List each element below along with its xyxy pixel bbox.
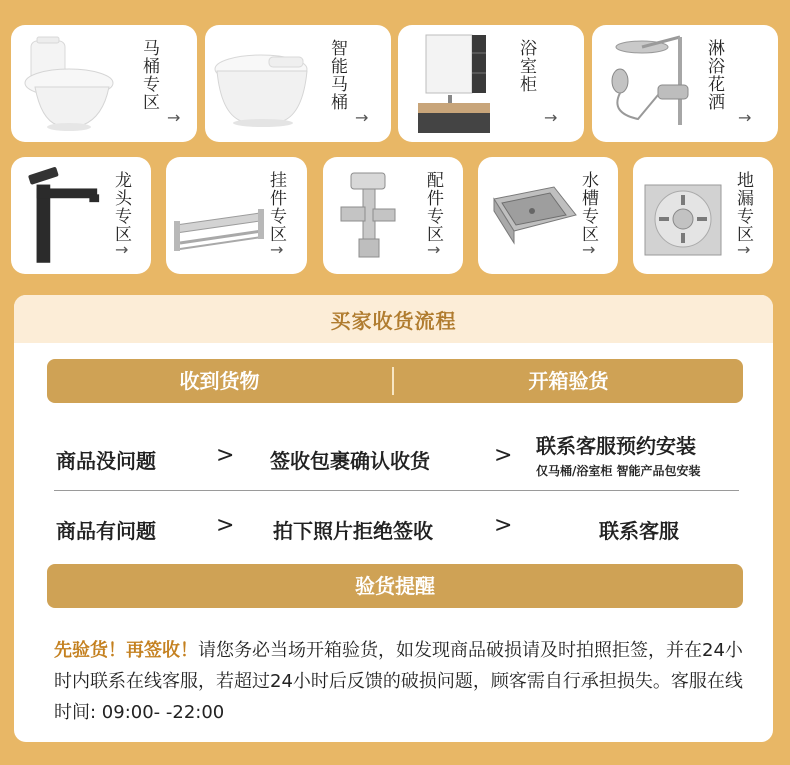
toilet-image — [17, 33, 127, 133]
category-label: 水槽专区 — [578, 171, 598, 243]
category-row-1 — [0, 25, 790, 142]
category-card-shower[interactable] — [592, 25, 778, 142]
arrow-separator: > — [216, 513, 235, 538]
condition-no-problem: 商品没问题 — [56, 449, 156, 473]
condition-has-problem: 商品有问题 — [56, 519, 156, 543]
towel-rack-image — [172, 165, 266, 265]
result-contact-install: 联系客服预约安装 — [536, 434, 696, 458]
receiving-process-panel — [14, 295, 773, 742]
arrow-right-icon: → — [270, 240, 284, 259]
category-card-sink[interactable] — [478, 157, 618, 274]
category-label: 龙头专区 — [111, 171, 131, 243]
row-divider — [54, 490, 739, 491]
arrow-right-icon: → — [544, 108, 558, 127]
category-label: 挂件专区 — [266, 171, 286, 243]
smart-toilet-image — [211, 33, 321, 133]
reminder-highlight: 先验货！再签收！ — [54, 640, 198, 661]
shower-image — [598, 33, 708, 133]
category-label: 马桶专区 — [139, 39, 159, 111]
arrow-right-icon: → — [737, 240, 751, 259]
category-label: 地漏专区 — [733, 171, 753, 243]
faucet-image — [17, 165, 105, 263]
arrow-right-icon: → — [427, 240, 441, 259]
arrow-separator: > — [216, 443, 235, 468]
category-card-pendant[interactable] — [166, 157, 307, 274]
arrow-right-icon: → — [582, 240, 596, 259]
arrow-separator: > — [494, 443, 513, 468]
process-stage-bar — [47, 359, 743, 403]
arrow-right-icon: → — [738, 108, 752, 127]
result-contact-service: 联系客服 — [599, 519, 679, 543]
floor-drain-image — [639, 165, 729, 265]
stage-receive-goods: 收到货物 — [179, 369, 260, 393]
stage-inspect-goods: 开箱验货 — [528, 369, 609, 393]
arrow-right-icon: → — [115, 240, 129, 259]
reminder-body: 请您务必当场开箱验货，如发现商品破损请及时拍照拒签，并在24小时内联系在线客服，若超过24小时后反馈的破损问题，顾客需自行承担损失。客服在线时间: 09:00- -22:00 — [54, 640, 743, 723]
angle-valve-image — [329, 165, 419, 265]
category-card-faucet[interactable] — [11, 157, 151, 274]
category-card-fittings[interactable] — [323, 157, 463, 274]
category-card-floor-drain[interactable] — [633, 157, 773, 274]
category-row-2 — [0, 157, 790, 274]
category-label: 淋浴花洒 — [704, 39, 724, 111]
install-note: 仅马桶/浴室柜 智能产品包安装 — [536, 464, 701, 478]
inspection-reminder-banner: 验货提醒 — [47, 564, 743, 608]
arrow-right-icon: → — [167, 108, 181, 127]
action-photo-reject: 拍下照片拒绝签收 — [273, 519, 433, 543]
inspection-reminder-text — [54, 635, 749, 728]
arrow-right-icon: → — [355, 108, 369, 127]
category-card-bathroom-cabinet[interactable] — [398, 25, 584, 142]
arrow-separator: > — [494, 513, 513, 538]
panel-title: 买家收货流程 — [330, 309, 457, 333]
bathroom-cabinet-image — [404, 33, 514, 133]
category-card-smart-toilet[interactable] — [205, 25, 391, 142]
action-sign-confirm: 签收包裹确认收货 — [270, 449, 430, 473]
category-card-toilet[interactable] — [11, 25, 197, 142]
sink-image — [484, 165, 578, 265]
category-label: 浴室柜 — [516, 39, 536, 93]
category-label: 智能马桶 — [327, 39, 347, 111]
category-label: 配件专区 — [423, 171, 443, 243]
